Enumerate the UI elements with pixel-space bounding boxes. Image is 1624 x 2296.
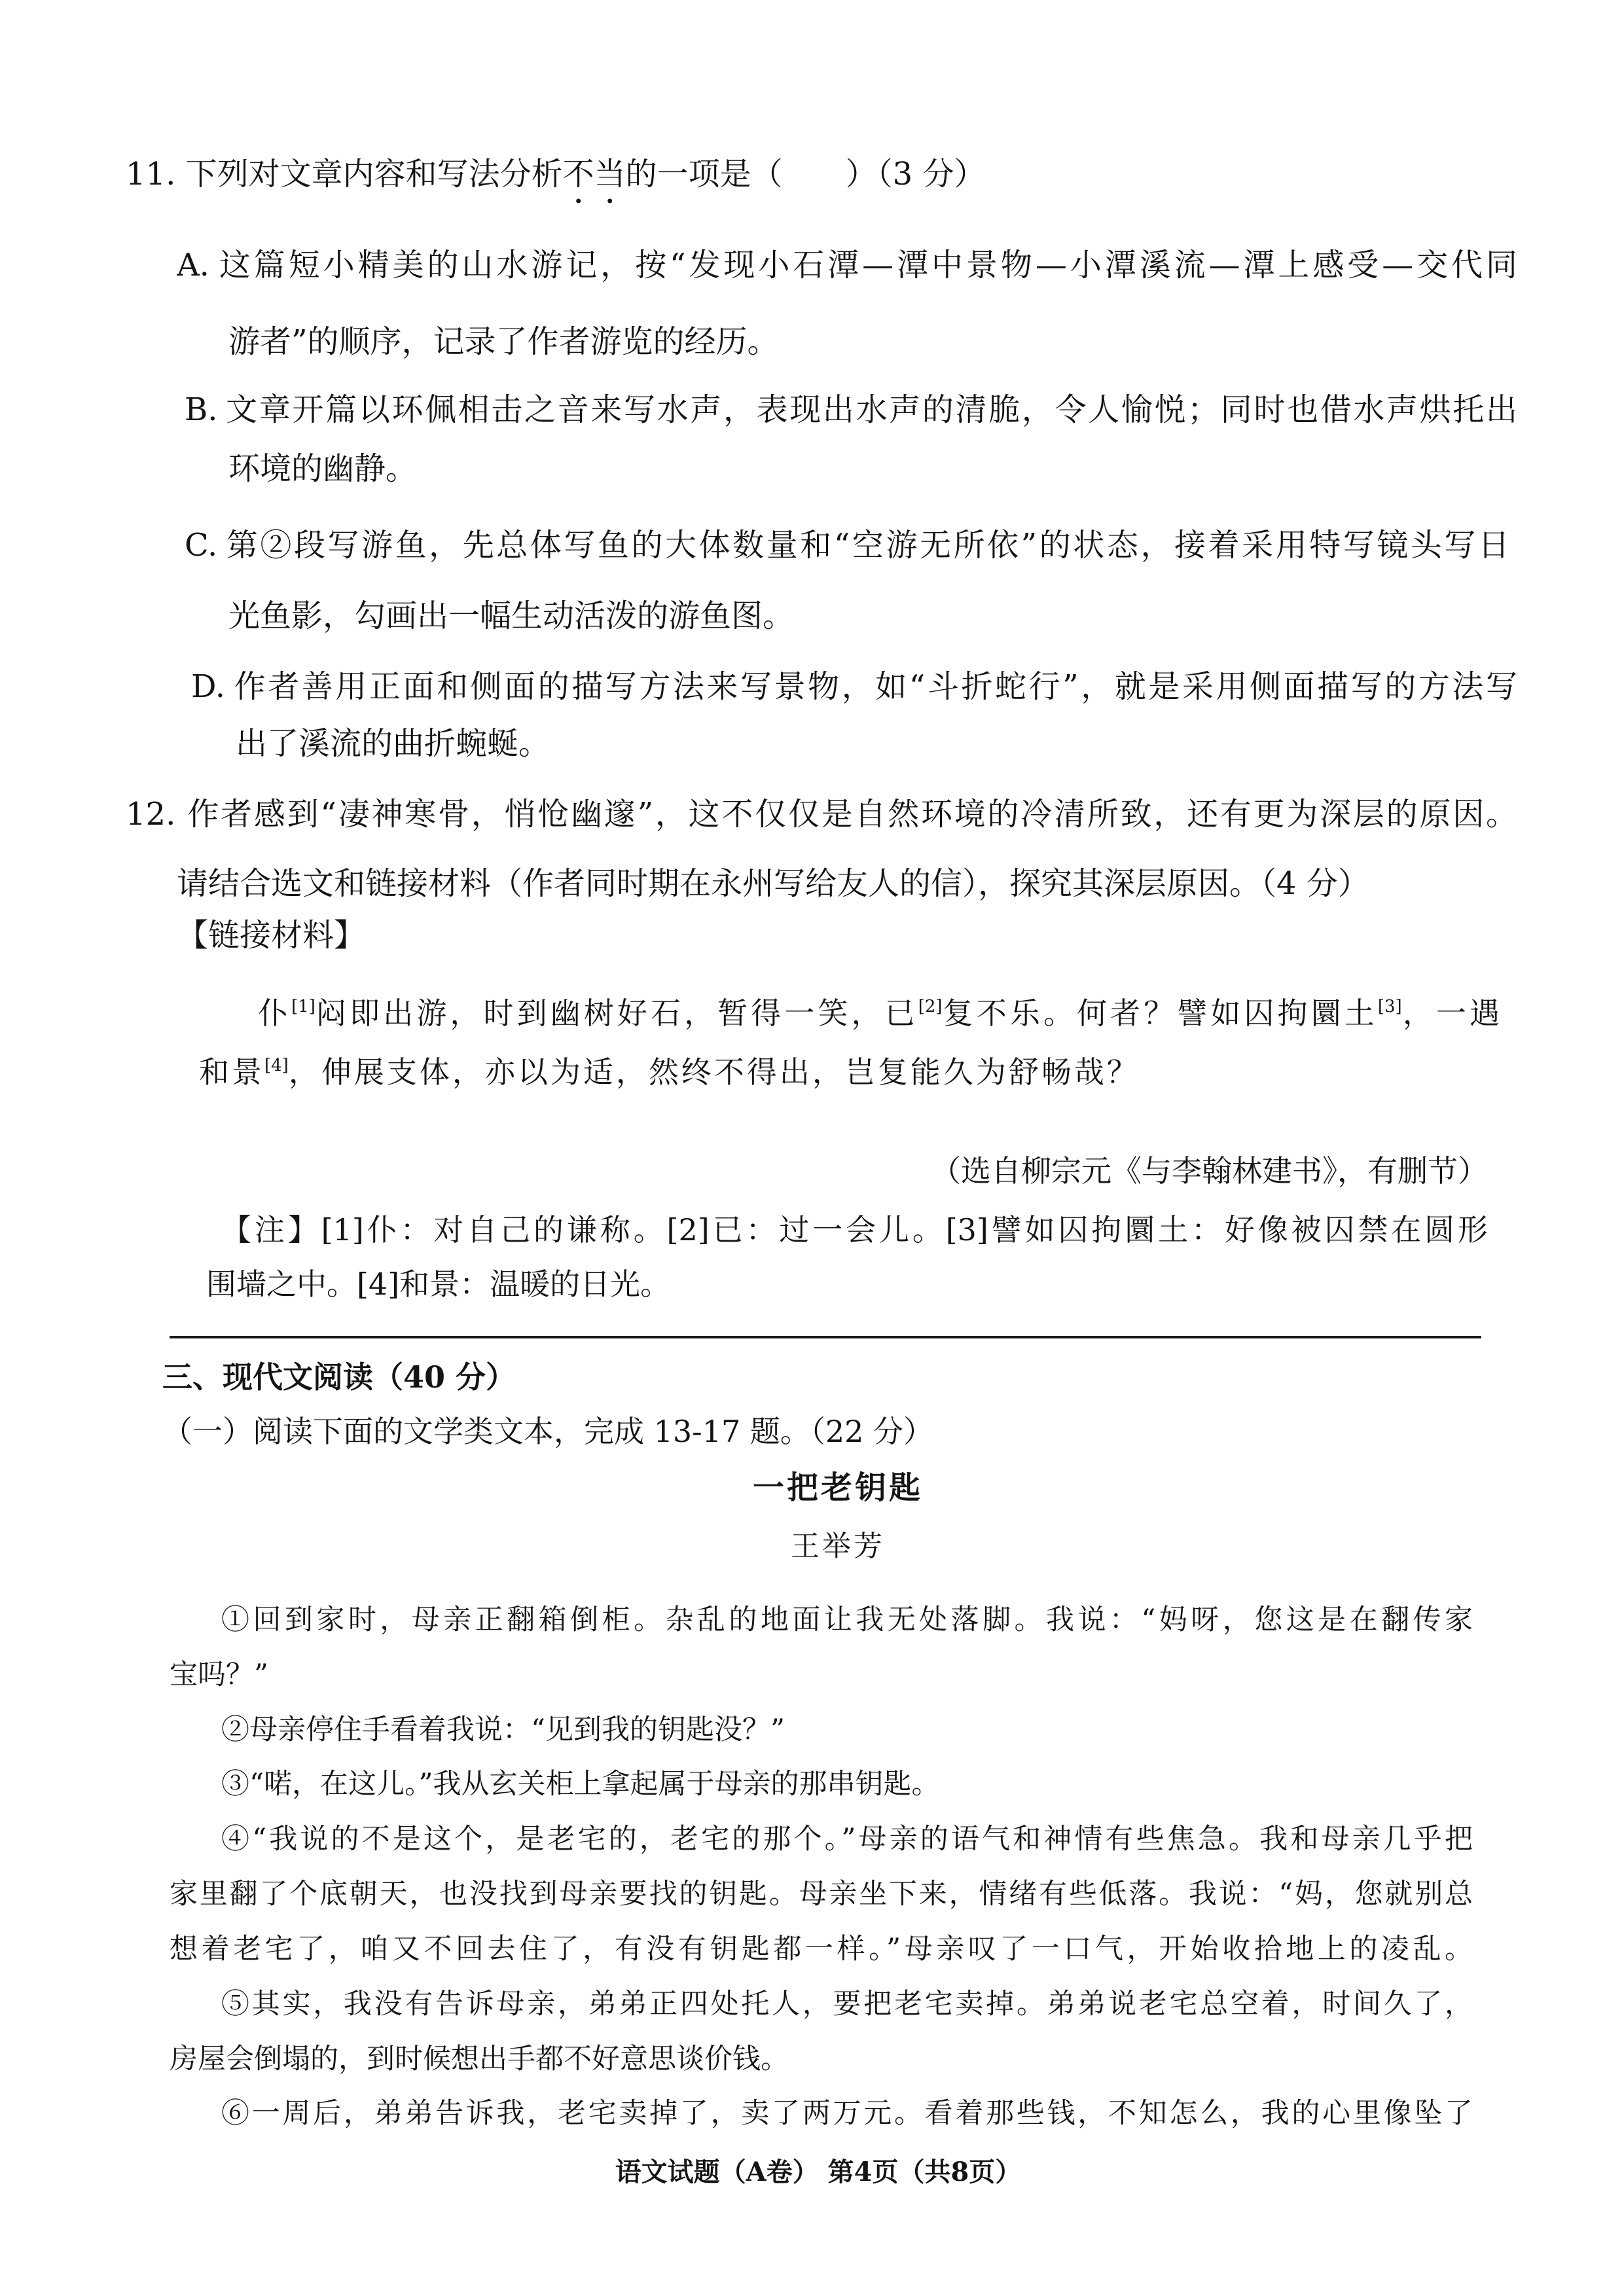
story-line: ⑤其实，我没有告诉母亲，弟弟正四处托人，要把老宅卖掉。弟弟说老宅总空着，时间久了， bbox=[221, 1988, 1473, 2020]
page-footer: 语文试题（A卷） 第4页（共8页） bbox=[615, 2157, 1022, 2187]
note-ref-3: [3] bbox=[1377, 997, 1402, 1016]
link-material-line-2 bbox=[199, 1051, 1140, 1093]
section-3-part-1-instruction: （一）阅读下面的文学类文本，完成 13-17 题。（22 分） bbox=[162, 1414, 934, 1449]
option-d-label: D. bbox=[191, 668, 226, 705]
story-author: 王举芳 bbox=[791, 1530, 885, 1563]
notes-line-2: 围墙之中。[4]和景：温暖的日光。 bbox=[206, 1266, 671, 1302]
option-a-label: A. bbox=[177, 247, 209, 283]
link-text: 仆 bbox=[258, 996, 292, 1031]
link-material-line-1 bbox=[258, 992, 1502, 1034]
link-text: ，一遇 bbox=[1401, 996, 1502, 1031]
question-11-number: 11. bbox=[126, 156, 176, 192]
link-text: 和景 bbox=[199, 1054, 264, 1090]
option-d-line-2: 出了溪流的曲折蜿蜒。 bbox=[236, 725, 550, 762]
option-c-text: 第②段写游鱼，先总体写鱼的大体数量和“空游无所依”的状态，接着采用特写镜头写日 bbox=[224, 527, 1509, 564]
story-line: ③“喏，在这儿。”我从玄关柜上拿起属于母亲的那串钥匙。 bbox=[221, 1768, 940, 1801]
story-line: 宝吗？” bbox=[170, 1659, 268, 1691]
question-11-stem-text-end: 的一项是（ ）（3 分） bbox=[625, 156, 986, 192]
story-line: ②母亲停住手看着我说：“见到我的钥匙没？” bbox=[221, 1713, 785, 1746]
story-line: 房屋会倒塌的，到时候想出手都不好意思谈价钱。 bbox=[170, 2043, 789, 2075]
story-line: 家里翻了个底朝天，也没找到母亲要找的钥匙。母亲坐下来，情绪有些低落。我说：“妈，您就别总 bbox=[170, 1878, 1473, 1910]
option-b-line-2: 环境的幽静。 bbox=[228, 450, 418, 487]
note-ref-4: [4] bbox=[264, 1056, 289, 1075]
notes-line-1: 【注】[1]仆：对自己的谦称。[2]已：过一会儿。[3]譬如囚拘圜土：好像被囚禁在圆形 bbox=[221, 1212, 1488, 1247]
story-title: 一把老钥匙 bbox=[752, 1469, 923, 1506]
option-b-line-1 bbox=[185, 389, 1517, 431]
option-c-line-2: 光鱼影，勾画出一幅生动活泼的游鱼图。 bbox=[228, 598, 795, 634]
question-12-number: 12. bbox=[126, 796, 176, 833]
note-ref-1: [1] bbox=[291, 997, 316, 1016]
link-text: 闷即出游，时到幽树好石，暂得一笑，已 bbox=[315, 996, 918, 1031]
option-b-text: 文章开篇以环佩相击之音来写水声，表现出水声的清脆，令人愉悦；同时也借水声烘托出 bbox=[224, 391, 1517, 428]
question-12-line-1 bbox=[126, 793, 1517, 835]
link-material-source: （选自柳宗元《与李翰林建书》，有删节） bbox=[931, 1153, 1488, 1189]
question-12-text: 作者感到“凄神寒骨，悄怆幽邃”，这不仅仅是自然环境的冷清所致，还有更为深层的原因。 bbox=[187, 796, 1517, 833]
option-b-label: B. bbox=[185, 391, 218, 428]
link-text: 复不乐。何者？譬如囚拘圜土 bbox=[942, 996, 1378, 1031]
note-ref-2: [2] bbox=[918, 997, 943, 1016]
story-line: ①回到家时，母亲正翻箱倒柜。杂乱的地面让我无处落脚。我说：“妈呀，您这是在翻传家 bbox=[221, 1604, 1473, 1636]
section-3-heading: 三、现代文阅读（40 分） bbox=[162, 1359, 516, 1395]
question-11-stem bbox=[126, 153, 985, 195]
link-text: ，伸展支体，亦以为适，然终不得出，岂复能久为舒畅哉？ bbox=[288, 1054, 1140, 1090]
option-c-line-1 bbox=[185, 524, 1509, 566]
question-11-stem-text: 下列对文章内容和写法分析 bbox=[185, 156, 563, 192]
option-a-line-2: 游者”的顺序，记录了作者游览的经历。 bbox=[228, 323, 779, 360]
option-d-line-1 bbox=[191, 666, 1517, 708]
option-c-label: C. bbox=[185, 527, 218, 564]
link-material-heading: 【链接材料】 bbox=[177, 917, 366, 954]
option-d-text: 作者善用正面和侧面的描写方法来写景物，如“斗折蛇行”，就是采用侧面描写的方法写 bbox=[232, 668, 1517, 705]
option-a-line-1 bbox=[177, 244, 1517, 286]
story-line: 想着老宅了，咱又不回去住了，有没有钥匙都一样。”母亲叹了一口气，开始收拾地上的凌乱。 bbox=[170, 1933, 1473, 1965]
story-line: ④“我说的不是这个，是老宅的，老宅的那个。”母亲的语气和神情有些焦急。我和母亲几乎把 bbox=[221, 1823, 1473, 1856]
story-line: ⑥一周后，弟弟告诉我，老宅卖掉了，卖了两万元。看着那些钱，不知怎么，我的心里像坠了 bbox=[221, 2097, 1473, 2130]
question-11-stem-emphasis: 不当 bbox=[562, 156, 626, 192]
option-a-text: 这篇短小精美的山水游记，按“发现小石潭—潭中景物—小潭溪流—潭上感受—交代同 bbox=[215, 247, 1517, 283]
question-12-line-2: 请结合选文和链接材料（作者同时期在永州写给友人的信），探究其深层原因。（4 分） bbox=[177, 865, 1369, 902]
section-divider bbox=[170, 1336, 1481, 1338]
